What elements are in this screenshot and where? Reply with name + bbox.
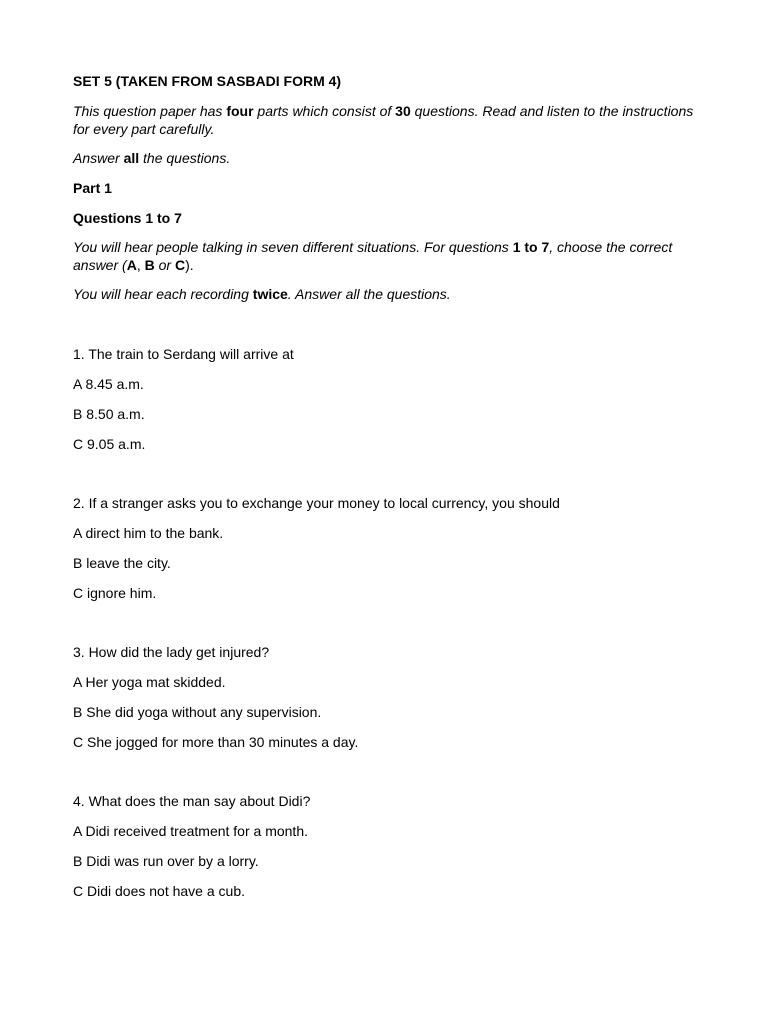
part-instruction	[73, 238, 703, 274]
document-heading: SET 5 (TAKEN FROM SASBADI FORM 4)	[73, 73, 342, 89]
instruction-text: You will hear people talking in seven different situations. For questions	[73, 239, 513, 255]
recording-text: You will hear each recording	[73, 286, 253, 302]
intro-text: parts which consist of	[253, 103, 396, 119]
answer-option-c: C ignore him.	[73, 585, 157, 601]
question-stem: 1. The train to Serdang will arrive at	[73, 346, 294, 362]
answer-option-b: B Didi was run over by a lorry.	[73, 853, 259, 869]
answer-option-b: B leave the city.	[73, 555, 171, 571]
intro-emphasis: 30	[395, 103, 411, 119]
questions-range: Questions 1 to 7	[73, 210, 182, 226]
question-spacer	[73, 751, 703, 792]
recording-text: . Answer all the questions.	[287, 286, 451, 302]
instruction-emphasis: C	[174, 257, 186, 273]
question-stem: 4. What does the man say about Didi?	[73, 793, 311, 809]
answer-text: the questions.	[139, 150, 231, 166]
question-3	[73, 643, 703, 751]
recording-emphasis: twice	[252, 286, 288, 302]
question-stem: 3. How did the lady get injured?	[73, 644, 270, 660]
instruction-text: ,	[136, 257, 145, 273]
answer-option-c: C Didi does not have a cub.	[73, 883, 245, 899]
answer-option-c: C 9.05 a.m.	[73, 436, 146, 452]
section-spacer	[73, 303, 703, 345]
question-spacer	[73, 602, 703, 643]
intro-text: questions. Read and listen to the instructions for every part carefully.	[73, 103, 694, 137]
answer-option-a: A 8.45 a.m.	[73, 376, 144, 392]
answer-instruction	[73, 149, 703, 167]
instruction-text: ).	[185, 257, 194, 273]
answer-option-b: B 8.50 a.m.	[73, 406, 145, 422]
intro-paragraph	[73, 102, 703, 138]
question-1	[73, 345, 703, 453]
document-page	[73, 72, 703, 900]
instruction-emphasis: A	[126, 257, 137, 273]
answer-emphasis: all	[123, 150, 140, 166]
instruction-text: , choose the correct answer (	[73, 239, 673, 273]
recording-instruction	[73, 285, 703, 303]
question-2	[73, 494, 703, 602]
intro-text: This question paper has	[73, 103, 227, 119]
answer-text: Answer	[73, 150, 124, 166]
question-stem: 2. If a stranger asks you to exchange your money to local currency, you should	[73, 495, 560, 511]
answer-option-c: C She jogged for more than 30 minutes a day.	[73, 734, 359, 750]
question-4	[73, 792, 703, 900]
answer-option-a: A Her yoga mat skidded.	[73, 674, 226, 690]
question-spacer	[73, 453, 703, 494]
answer-option-b: B She did yoga without any supervision.	[73, 704, 322, 720]
answer-option-a: A Didi received treatment for a month.	[73, 823, 308, 839]
part-label: Part 1	[73, 180, 112, 196]
instruction-emphasis: B	[144, 257, 155, 273]
intro-emphasis: four	[226, 103, 254, 119]
answer-option-a: A direct him to the bank.	[73, 525, 224, 541]
instruction-text: or	[154, 257, 175, 273]
instruction-emphasis: 1 to 7	[512, 239, 550, 255]
